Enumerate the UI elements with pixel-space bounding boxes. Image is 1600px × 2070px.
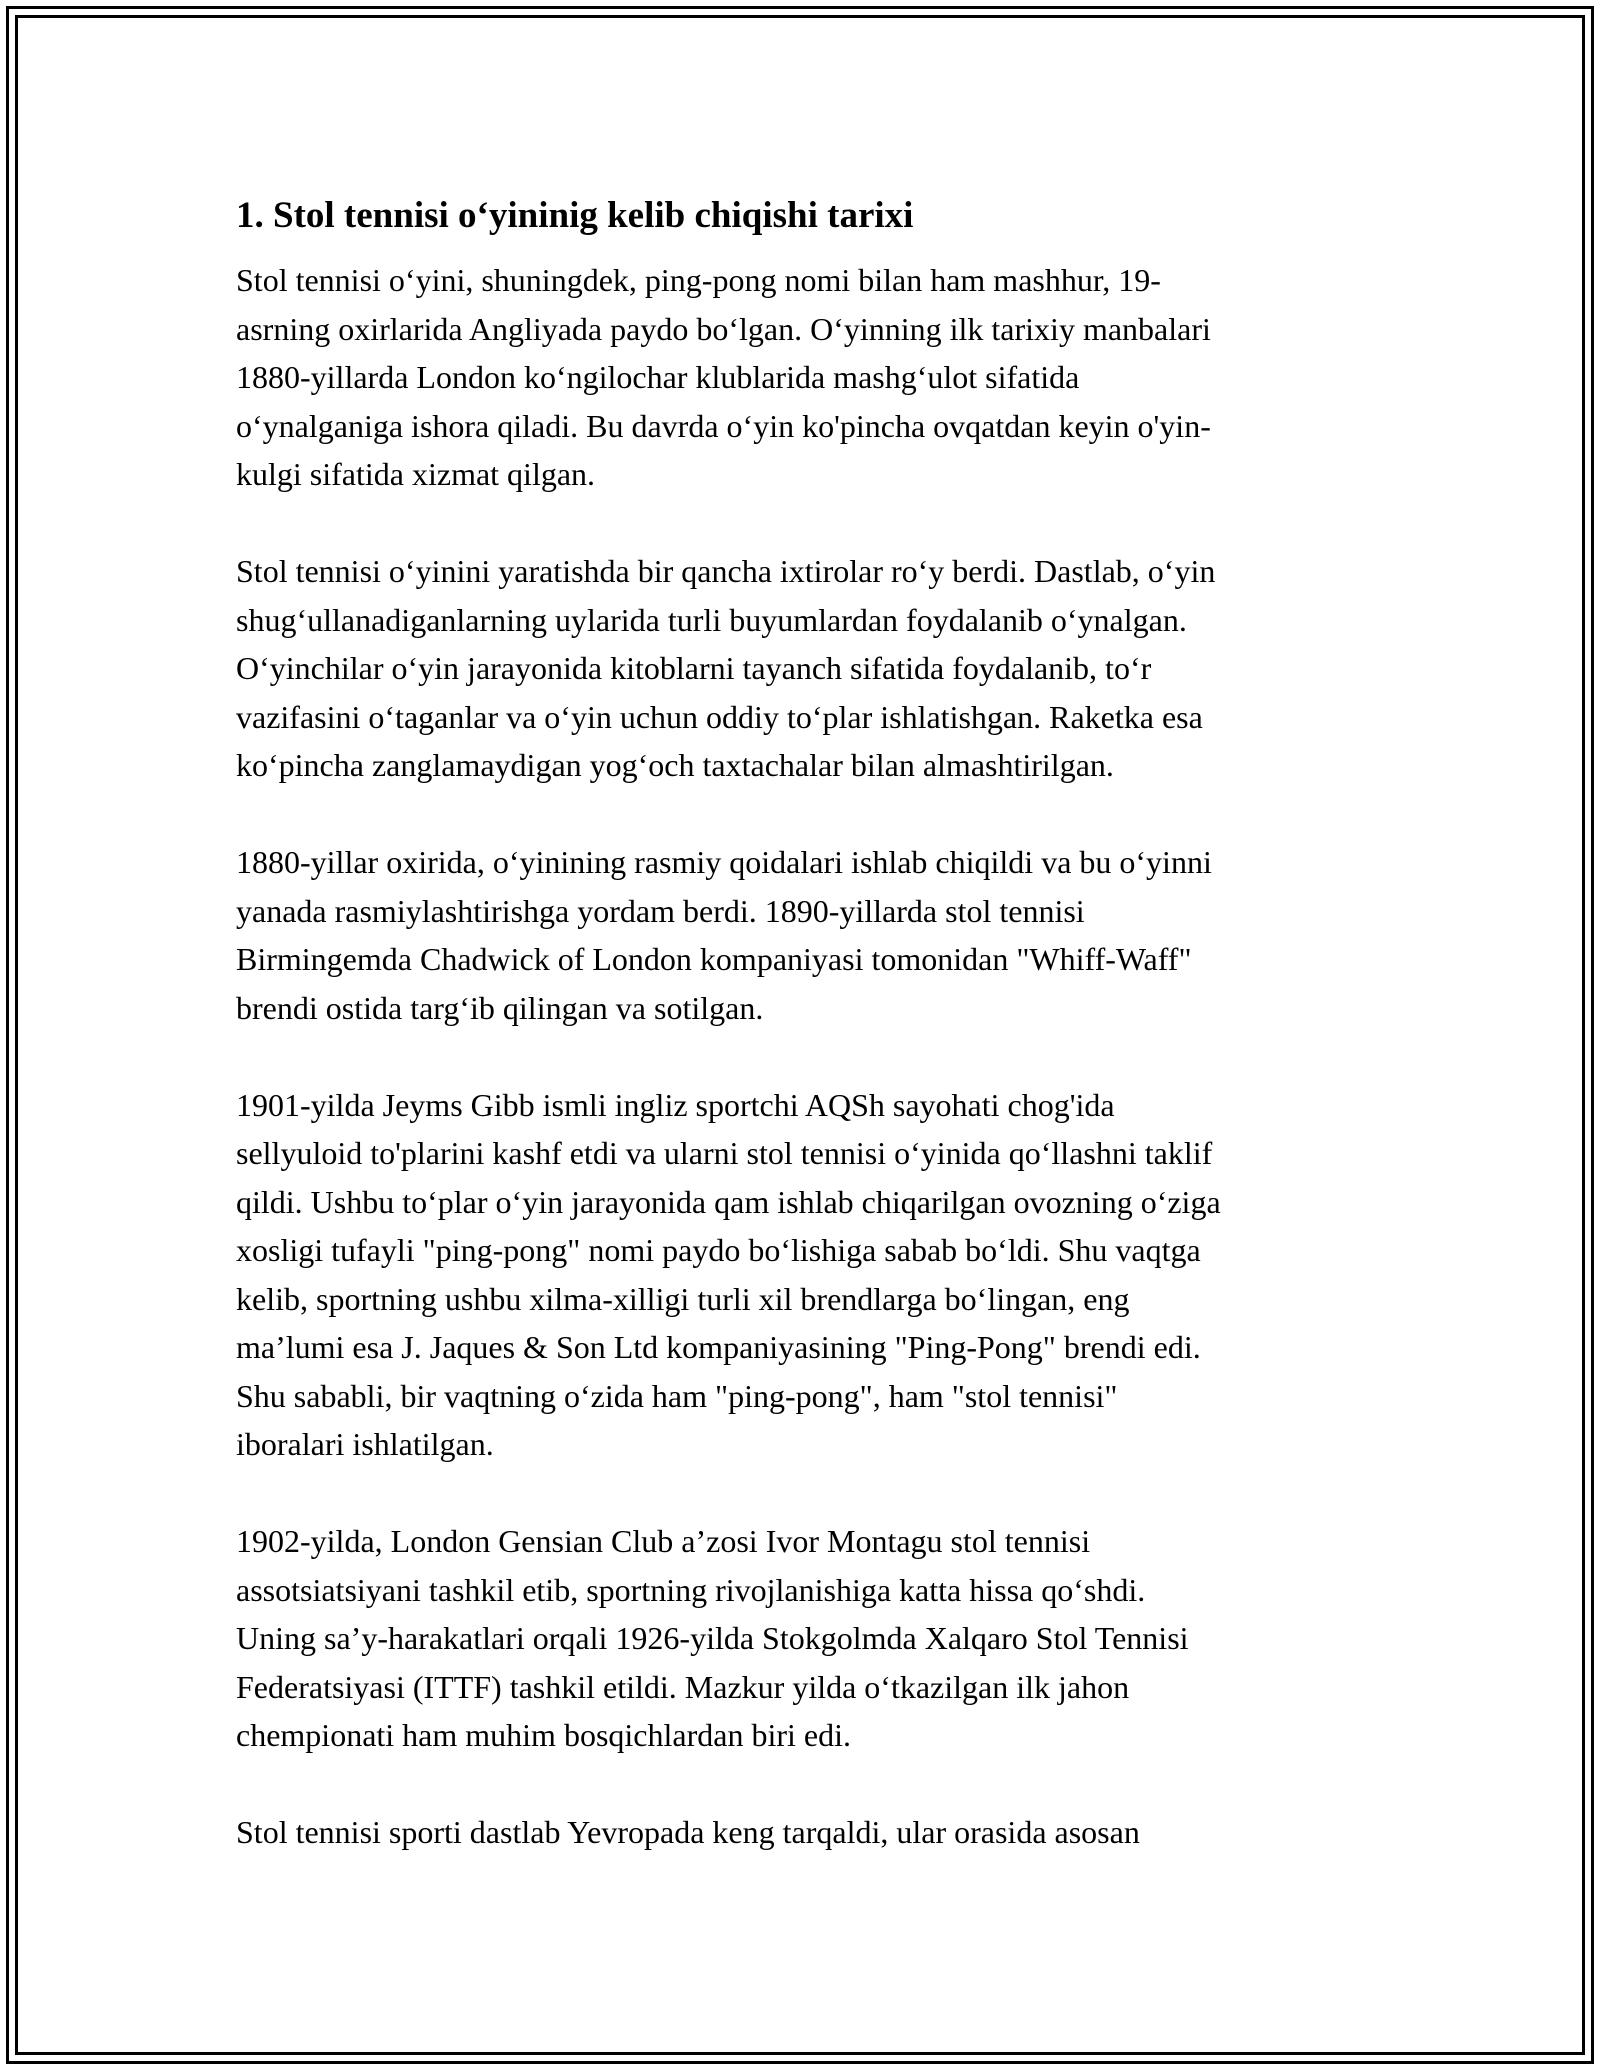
paragraph-ittf: 1902-yilda, London Gensian Club a’zosi Ivor Montagu stol tennisi assotsiatsiyani tashkil etib, sportning rivojlanishiga katta hissa qo‘shdi. Uning sa’y-harakatlari orqali 1926-yilda Stokgolmda Xalqaro Stol Tennisi Federatsiyasi (ITTF) tashkil etildi. Mazkur yilda o‘tkazilgan ilk jahon chempionati ham muhim bosqichlardan biri edi. (236, 1523, 1189, 1753)
section-heading: 1. Stol tennisi o‘yininig kelib chiqishi tarixi (236, 195, 914, 236)
paragraph-rules: 1880-yillar oxirida, o‘yinining rasmiy qoidalari ishlab chiqildi va bu o‘yinni yanada rasmiylashtirishga yordam berdi. 1890-yillarda stol tennisi Birmingemda Chadwick of London kompaniyasi tomonidan "Whiff-Waff" brendi ostida targ‘ib qilingan va sotilgan. (236, 844, 1212, 1026)
paragraph-origin: Stol tennisi o‘yini, shuningdek, ping-pong nomi bilan ham mashhur, 19- asrning oxirlarida Angliyada paydo bo‘lgan. O‘yinning ilk tarixiy manbalari 1880-yillarda London ko‘ngilochar klublarida mashg‘ulot sifatida o‘ynalganiga ishora qiladi. Bu davrda o‘yin ko'pincha ovqatdan keyin o'yin- kulgi sifatida xizmat qilgan. (236, 262, 1211, 492)
paragraph-inventions: Stol tennisi o‘yinini yaratishda bir qancha ixtirolar ro‘y berdi. Dastlab, o‘yin shug‘ullanadiganlarning uylarida turli buyumlardan foydalanib o‘ynalgan. O‘yinchilar o‘yin jarayonida kitoblarni tayanch sifatida foydalanib, to‘r vazifasini o‘taganlar va o‘yin uchun oddiy to‘plar ishlatishgan. Raketka esa ko‘pincha zanglamaydigan yog‘och taxtachalar bilan almashtirilgan. (236, 553, 1216, 783)
paragraph-celluloid-balls: 1901-yilda Jeyms Gibb ismli ingliz sportchi AQSh sayohati chog'ida sellyuloid to'plarini kashf etdi va ularni stol tennisi o‘yinida qo‘llashni taklif qildi. Ushbu to‘plar o‘yin jarayonida qam ishlab chiqarilgan ovozning o‘ziga xosligi tufayli "ping-pong" nomi paydo bo‘lishiga sabab bo‘ldi. Shu vaqtga kelib, sportning ushbu xilma-xilligi turli xil brendlarga bo‘lingan, eng ma’lumi esa J. Jaques & Son Ltd kompaniyasining "Ping-Pong" brendi edi. Shu sababli, bir vaqtning o‘zida ham "ping-pong", ham "stol tennisi" iboralari ishlatilgan. (236, 1086, 1221, 1462)
paragraph-europe: Stol tennisi sporti dastlab Yevropada keng tarqaldi, ular orasida asosan (236, 1814, 1140, 1850)
document-body (236, 190, 1376, 1905)
